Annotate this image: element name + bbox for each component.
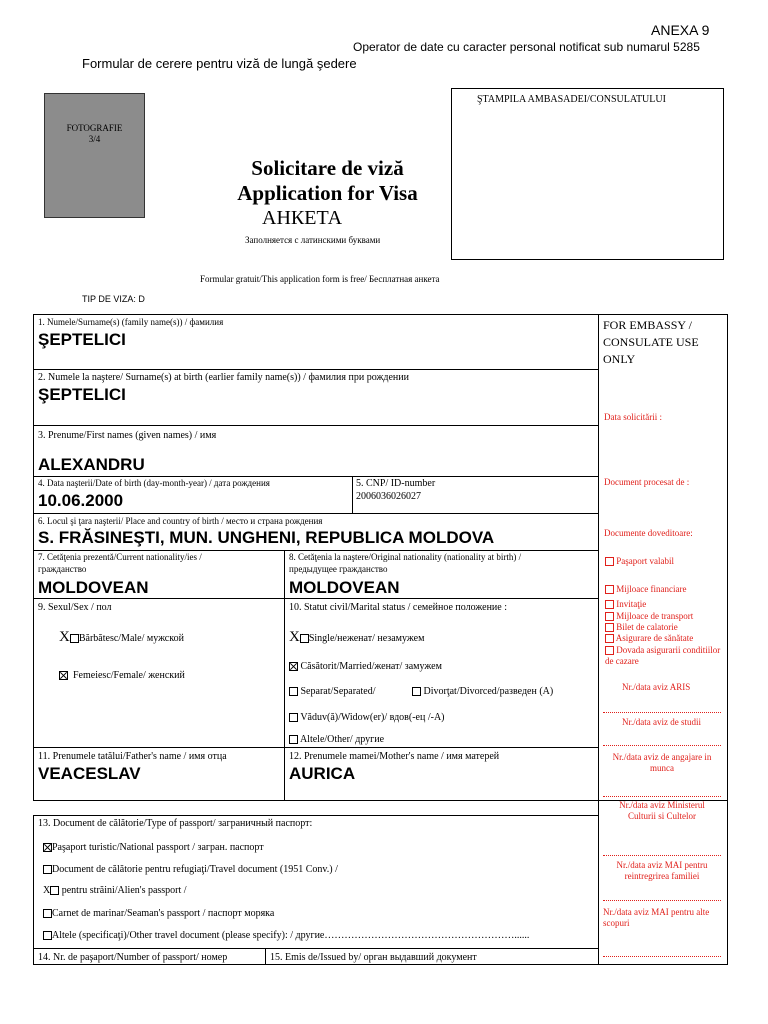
marital-widow-option[interactable] [289, 712, 445, 723]
cnp-value[interactable]: 2006036026027 [356, 491, 421, 502]
birthplace-value[interactable]: S. FRĂSINEŞTI, MUN. UNGHENI, REPUBLICA MOLDOVA [38, 528, 495, 547]
sex-female-checkbox[interactable] [59, 671, 68, 680]
issued-by-label: 15. Emis de/Issued by/ орган выдавший документ [270, 952, 477, 963]
embassy-transport-checkbox[interactable] [605, 612, 614, 621]
marital-other-checkbox[interactable] [289, 735, 298, 744]
birth-surname-value[interactable]: ŞEPTELICI [38, 385, 126, 404]
embassy-date-label: Data solicitării : [604, 412, 662, 422]
marital-divorced-checkbox[interactable] [412, 687, 421, 696]
father-name-value[interactable]: VEACESLAV [38, 764, 141, 783]
embassy-studies-label: Nr./data aviz de studii [622, 717, 701, 727]
photo-label: FOTOGRAFIE [66, 123, 123, 133]
mother-name-label: 12. Prenumele mamei/Mother's name / имя матерей [289, 751, 500, 762]
embassy-mai-family-label: Nr./data aviz MAI pentru reintregrirea familiei [616, 860, 708, 881]
embassy-invitation-text: Invitaţie [616, 599, 647, 609]
embassy-accommodation-checkbox[interactable] [605, 646, 614, 655]
passport-seaman-option[interactable] [43, 908, 274, 919]
passport-refugee-checkbox[interactable] [43, 865, 52, 874]
operator-note: Operator de date cu caracter personal notificat sub numarul 5285 [353, 40, 700, 54]
embassy-processed-label: Document procesat de : [604, 477, 690, 487]
embassy-transport-text: Mijloace de transport [616, 611, 694, 621]
cnp-label: 5. CNP/ ID-number [356, 478, 436, 489]
sex-male-mark: X [59, 629, 70, 645]
embassy-employment-label: Nr./data aviz de angajare in munca [612, 752, 712, 773]
first-name-label: 3. Prenume/First names (given names) / имя [38, 430, 217, 441]
passport-national-text: Paşaport turistic/National passport / загран. паспорт [52, 842, 264, 853]
birth-date-value[interactable]: 10.06.2000 [38, 491, 124, 510]
stamp-box [451, 88, 724, 260]
passport-alien-option[interactable] [43, 885, 187, 896]
embassy-funds-item[interactable] [605, 584, 686, 595]
title-block [200, 156, 455, 206]
form-title: Formular de cerere pentru viză de lungă şedere [82, 56, 357, 71]
marital-single-checkbox[interactable] [300, 634, 309, 643]
marital-married-text: Căsătorit/Married/женат/ замужем [300, 661, 442, 672]
marital-label: 10. Statut civil/Marital status / семейное положение : [289, 602, 508, 613]
surname-label: 1. Numele/Surname(s) (family name(s)) / фамилия [38, 317, 224, 327]
passport-alien-checkbox[interactable] [50, 886, 59, 895]
marital-divorced-text: Divorţat/Divorced/разведен (А) [423, 686, 554, 697]
surname-value[interactable]: ŞEPTELICI [38, 330, 126, 349]
nationality-label-ru: гражданство [38, 564, 87, 574]
father-name-label: 11. Prenumele tatălui/Father's name / имя отца [38, 751, 227, 762]
passport-other-checkbox[interactable] [43, 931, 52, 940]
embassy-insurance-checkbox[interactable] [605, 634, 614, 643]
embassy-accommodation-item[interactable] [605, 645, 723, 667]
embassy-passport-checkbox[interactable] [605, 557, 614, 566]
title-en: Application for Visa [237, 181, 418, 205]
passport-alien-text: pentru străini/Alien's passport / [59, 885, 187, 896]
passport-national-option[interactable] [43, 842, 264, 853]
embassy-culture-label: Nr./data aviz Ministerul Culturii si Cultelor [619, 800, 705, 821]
marital-single-option[interactable] [289, 629, 424, 646]
title-ru: АНКЕТА [262, 207, 343, 229]
mother-name-value[interactable]: AURICA [289, 764, 356, 783]
passport-type-label: 13. Document de călătorie/Type of passport/ заграничный паспорт: [38, 818, 313, 829]
marital-married-option[interactable] [289, 661, 442, 672]
marital-other-option[interactable] [289, 734, 384, 745]
annex-number: ANEXA 9 [651, 22, 710, 38]
embassy-insurance-item[interactable] [605, 633, 693, 644]
marital-separated-checkbox[interactable] [289, 687, 298, 696]
passport-refugee-text: Document de călătorie pentru refugiaţi/Travel document (1951 Conv.) / [52, 864, 338, 875]
sex-male-checkbox[interactable] [70, 634, 79, 643]
embassy-docs-label: Documente doveditoare: [604, 528, 693, 538]
embassy-aris-label: Nr./data aviz ARIS [622, 682, 691, 692]
passport-seaman-checkbox[interactable] [43, 909, 52, 918]
visa-type: TIP DE VIZA: D [82, 294, 145, 304]
passport-other-option[interactable] [43, 930, 529, 941]
birth-nationality-value[interactable]: MOLDOVEAN [289, 578, 400, 597]
embassy-invitation-item[interactable] [605, 599, 646, 610]
marital-widow-checkbox[interactable] [289, 713, 298, 722]
birth-date-label: 4. Data naşterii/Date of birth (day-month-year) / дата рождения [38, 478, 270, 488]
nationality-value[interactable]: MOLDOVEAN [38, 578, 149, 597]
title-ro: Solicitare de viză [251, 156, 404, 180]
first-name-value[interactable]: ALEXANDRU [38, 455, 145, 474]
marital-divorced-option[interactable] [412, 686, 553, 697]
stamp-label: ŞTAMPILA AMBASADEI/CONSULATULUI [477, 94, 666, 105]
sex-label: 9. Sexul/Sex / пол [38, 602, 112, 613]
sex-male-option[interactable] [59, 629, 184, 646]
sex-female-text: Femeiesc/Female/ женский [73, 670, 185, 681]
marital-married-checkbox[interactable] [289, 662, 298, 671]
embassy-ticket-item[interactable] [605, 622, 678, 633]
embassy-passport-item[interactable] [605, 556, 674, 567]
title-note: Заполняется с латинскими буквами [245, 235, 381, 245]
marital-single-mark: X [289, 629, 300, 645]
passport-refugee-option[interactable] [43, 864, 338, 875]
embassy-accommodation-text: Dovada asigurarii conditiilor de cazare [605, 645, 721, 666]
embassy-transport-item[interactable] [605, 611, 693, 622]
free-note: Formular gratuit/This application form is free/ Бесплатная анкета [200, 274, 440, 284]
passport-number-label: 14. Nr. de paşaport/Number of passport/ номер [38, 952, 228, 963]
marital-widow-text: Văduv(ă)/Widow(er)/ вдов(-ец /-А) [300, 712, 445, 723]
embassy-funds-checkbox[interactable] [605, 585, 614, 594]
passport-other-text: Altele (specificaţi)/Other travel document (please specify): / другие…………………………………………………...... [52, 930, 530, 941]
embassy-insurance-text: Asigurare de sănătate [615, 633, 694, 643]
nationality-label: 7. Cetăţenia prezentă/Current nationality/ies / [38, 552, 202, 562]
photo-box [44, 93, 145, 218]
passport-seaman-text: Carnet de marinar/Seaman's passport / паспорт моряка [52, 908, 275, 919]
birthplace-label: 6. Locul şi ţara naşterii/ Place and country of birth / место и страна рождения [38, 516, 323, 526]
photo-size: 3/4 [88, 134, 101, 144]
marital-single-text: Single/неженат/ незамужем [308, 633, 425, 644]
passport-national-checkbox[interactable] [43, 843, 52, 852]
embassy-ticket-text: Bilet de calatorie [616, 622, 678, 632]
marital-separated-option[interactable] [289, 686, 375, 697]
marital-separated-text: Separat/Separated/ [300, 686, 376, 697]
embassy-invitation-checkbox[interactable] [605, 600, 614, 609]
birth-nationality-label-ru: предыдущее гражданство [289, 564, 388, 574]
embassy-ticket-checkbox[interactable] [605, 623, 614, 632]
birth-surname-label: 2. Numele la naştere/ Surname(s) at birth (earlier family name(s)) / фамилия при рождении [38, 372, 409, 383]
sex-male-text: Bărbătesc/Male/ мужской [78, 633, 184, 644]
sex-female-option[interactable] [59, 670, 185, 681]
embassy-mai-other-label: Nr./data aviz MAI pentru alte scopuri [603, 907, 710, 928]
passport-alien-mark: X [43, 885, 51, 896]
embassy-header: FOR EMBASSY / CONSULATE USE ONLY [603, 318, 699, 366]
embassy-funds-text: Mijloace financiare [616, 584, 687, 594]
birth-nationality-label: 8. Cetăţenia la naştere/Original nationality (nationality at birth) / [289, 552, 522, 562]
marital-other-text: Altele/Other/ другие [299, 734, 385, 745]
embassy-passport-text: Paşaport valabil [616, 556, 674, 566]
